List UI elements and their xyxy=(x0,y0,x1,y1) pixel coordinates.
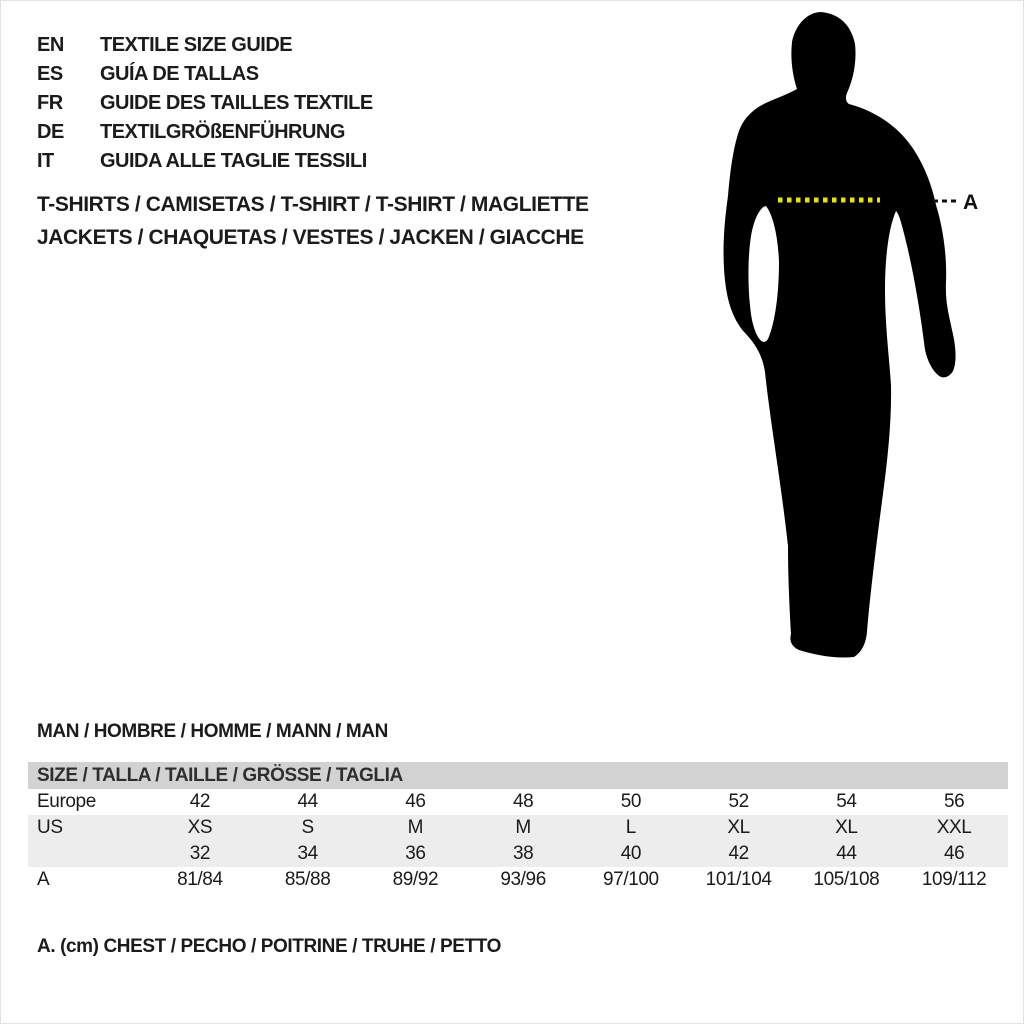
cell: 46 xyxy=(943,843,965,864)
cell: 44 xyxy=(297,791,318,812)
cell: M xyxy=(515,817,531,838)
category-line-1: T-SHIRTS / CAMISETAS / T-SHIRT / T-SHIRT / MAGLIETTE xyxy=(37,193,589,216)
cell: L xyxy=(625,817,636,838)
lang-label: GUIDA ALLE TAGLIE TESSILI xyxy=(100,150,367,172)
lang-label: GUÍA DE TALLAS xyxy=(100,63,259,85)
cell: 34 xyxy=(297,843,318,864)
size-table-header: SIZE / TALLA / TAILLE / GRÖSSE / TAGLIA xyxy=(28,762,1008,789)
cell: 46 xyxy=(405,791,426,812)
cell: 52 xyxy=(728,791,749,812)
lang-row-de xyxy=(37,118,373,147)
lang-row-fr xyxy=(37,89,373,118)
cell: XS xyxy=(187,817,213,838)
cell: XL xyxy=(727,817,750,838)
cell: 105/108 xyxy=(813,869,880,890)
cell: M xyxy=(407,817,424,838)
cell: S xyxy=(301,817,314,838)
lang-row-it xyxy=(37,147,373,176)
cell: 54 xyxy=(836,791,857,812)
table-row-chest xyxy=(28,867,1008,893)
footer-note: A. (cm) CHEST / PECHO / POITRINE / TRUHE / PETTO xyxy=(37,936,501,957)
cell: 85/88 xyxy=(284,869,331,890)
cell: 109/112 xyxy=(921,869,987,890)
size-table xyxy=(28,762,1008,893)
table-row-alt-size xyxy=(28,841,1008,867)
lang-row-es xyxy=(37,60,373,89)
cell: XXL xyxy=(936,817,972,838)
row-label: US xyxy=(37,817,63,838)
cell: 44 xyxy=(836,843,857,864)
lang-row-en xyxy=(37,31,373,60)
table-row-europe xyxy=(28,789,1008,815)
row-label: Europe xyxy=(37,791,96,812)
cell: 50 xyxy=(620,791,642,812)
category-title xyxy=(37,188,589,254)
cell: 101/104 xyxy=(705,869,772,890)
lang-label: GUIDE DES TAILLES TEXTILE xyxy=(100,92,373,114)
cell: 89/92 xyxy=(392,869,439,890)
cell: 42 xyxy=(189,791,211,812)
man-silhouette-figure xyxy=(700,0,1024,700)
lang-label: TEXTILGRÖßENFÜHRUNG xyxy=(100,121,345,143)
language-guide xyxy=(37,31,373,176)
section-title: MAN / HOMBRE / HOMME / MANN / MAN xyxy=(37,721,388,742)
cell: XL xyxy=(835,817,858,838)
cell: 36 xyxy=(405,843,426,864)
lang-code: EN xyxy=(37,34,64,56)
cell: 56 xyxy=(943,791,965,812)
cell: 93/96 xyxy=(500,869,546,890)
cell: 32 xyxy=(189,843,211,864)
lang-code: FR xyxy=(37,92,63,114)
lang-code: ES xyxy=(37,63,63,85)
cell: 42 xyxy=(728,843,749,864)
lang-label: TEXTILE SIZE GUIDE xyxy=(100,34,293,56)
lang-code: IT xyxy=(37,150,54,172)
cell: 40 xyxy=(620,843,642,864)
cell: 81/84 xyxy=(177,869,223,890)
category-line-2: JACKETS / CHAQUETAS / VESTES / JACKEN / GIACCHE xyxy=(37,226,584,249)
cell: 48 xyxy=(512,791,534,812)
marker-label: A xyxy=(963,191,979,214)
row-label: A xyxy=(37,869,50,890)
silhouette-path xyxy=(724,12,956,658)
lang-code: DE xyxy=(37,121,64,143)
cell: 97/100 xyxy=(603,869,659,890)
cell: 38 xyxy=(512,843,534,864)
table-row-us xyxy=(28,815,1008,841)
